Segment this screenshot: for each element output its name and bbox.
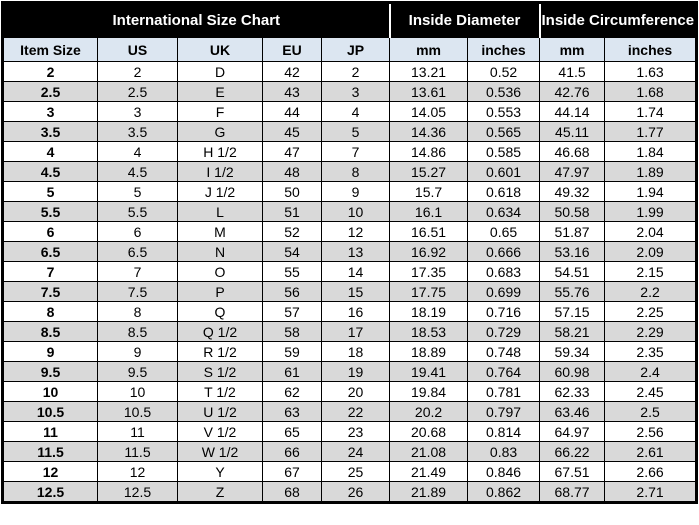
cell: 2.61 [605,442,697,462]
cell: 21.89 [390,482,468,503]
cell: 64.97 [540,422,605,442]
table-row [3,442,697,462]
cell: 14.36 [390,122,468,142]
cell: 66.22 [540,442,605,462]
cell: 0.536 [468,82,540,102]
cell: 2 [98,62,178,82]
cell: 1.84 [605,142,697,162]
table-row [3,482,697,503]
table-row [3,422,697,442]
item-size-cell: 10.5 [3,402,98,422]
cell: 5 [98,182,178,202]
cell: 0.52 [468,62,540,82]
cell: 0.683 [468,262,540,282]
cell: 0.814 [468,422,540,442]
table-row [3,202,697,222]
cell: 46.68 [540,142,605,162]
item-size-cell: 8.5 [3,322,98,342]
cell: 20 [322,382,390,402]
cell: 0.634 [468,202,540,222]
cell: 9 [322,182,390,202]
cell: 42.76 [540,82,605,102]
cell: 3 [322,82,390,102]
cell: 11.5 [98,442,178,462]
item-size-cell: 6.5 [3,242,98,262]
column-header-circumference-mm: mm [540,38,605,62]
cell: 0.65 [468,222,540,242]
cell: 17.35 [390,262,468,282]
cell: 45 [263,122,322,142]
cell: 2.15 [605,262,697,282]
cell: 21.49 [390,462,468,482]
column-header-diameter-mm: mm [390,38,468,62]
cell: 19.84 [390,382,468,402]
cell: 10.5 [98,402,178,422]
inside-diameter-header: Inside Diameter [390,3,540,38]
cell: O [178,262,263,282]
cell: S 1/2 [178,362,263,382]
cell: 14.05 [390,102,468,122]
cell: 1.63 [605,62,697,82]
cell: 10 [98,382,178,402]
cell: 2.09 [605,242,697,262]
cell: 59 [263,342,322,362]
cell: 43 [263,82,322,102]
item-size-cell: 12.5 [3,482,98,503]
cell: 17 [322,322,390,342]
cell: 24 [322,442,390,462]
column-header-jp: JP [322,38,390,62]
cell: 42 [263,62,322,82]
table-body [3,62,697,503]
cell: 16 [322,302,390,322]
cell: 0.764 [468,362,540,382]
cell: E [178,82,263,102]
cell: 51 [263,202,322,222]
cell: 9 [98,342,178,362]
cell: 14 [322,262,390,282]
table-row [3,82,697,102]
table-title: International Size Chart [3,3,390,38]
cell: W 1/2 [178,442,263,462]
table-row [3,262,697,282]
cell: 0.83 [468,442,540,462]
cell: 50.58 [540,202,605,222]
cell: U 1/2 [178,402,263,422]
cell: 2.5 [98,82,178,102]
cell: N [178,242,263,262]
cell: 16.92 [390,242,468,262]
cell: 47 [263,142,322,162]
cell: 0.553 [468,102,540,122]
cell: 5.5 [98,202,178,222]
cell: 8.5 [98,322,178,342]
item-size-cell: 2.5 [3,82,98,102]
cell: 0.797 [468,402,540,422]
item-size-cell: 9.5 [3,362,98,382]
table-row [3,302,697,322]
cell: P [178,282,263,302]
cell: 25 [322,462,390,482]
cell: 63.46 [540,402,605,422]
cell: 54 [263,242,322,262]
item-size-cell: 7.5 [3,282,98,302]
cell: G [178,122,263,142]
item-size-cell: 3 [3,102,98,122]
cell: 45.11 [540,122,605,142]
item-size-cell: 11.5 [3,442,98,462]
cell: 3 [98,102,178,122]
table-row [3,242,697,262]
cell: 20.68 [390,422,468,442]
cell: I 1/2 [178,162,263,182]
cell: 26 [322,482,390,503]
cell: 0.729 [468,322,540,342]
ring-size-table [1,1,698,504]
cell: 56 [263,282,322,302]
cell: 58.21 [540,322,605,342]
cell: 7 [98,262,178,282]
cell: Z [178,482,263,503]
item-size-cell: 5.5 [3,202,98,222]
item-size-cell: 7 [3,262,98,282]
cell: 0.618 [468,182,540,202]
item-size-cell: 10 [3,382,98,402]
item-size-cell: 6 [3,222,98,242]
cell: 19.41 [390,362,468,382]
cell: 63 [263,402,322,422]
cell: 2.56 [605,422,697,442]
cell: 3.5 [98,122,178,142]
cell: 19 [322,362,390,382]
column-header-us: US [98,38,178,62]
cell: 16.51 [390,222,468,242]
cell: R 1/2 [178,342,263,362]
cell: 7 [322,142,390,162]
item-size-cell: 12 [3,462,98,482]
cell: 2.04 [605,222,697,242]
item-size-cell: 5 [3,182,98,202]
cell: 60.98 [540,362,605,382]
item-size-cell: 9 [3,342,98,362]
table-row [3,142,697,162]
cell: 1.99 [605,202,697,222]
table-row [3,382,697,402]
column-header-item-size: Item Size [3,38,98,62]
cell: L [178,202,263,222]
table-row [3,222,697,242]
table-row [3,182,697,202]
table-row [3,102,697,122]
item-size-cell: 4.5 [3,162,98,182]
cell: 2.5 [605,402,697,422]
cell: 49.32 [540,182,605,202]
cell: 1.68 [605,82,697,102]
cell: 23 [322,422,390,442]
cell: 4 [98,142,178,162]
table-row [3,462,697,482]
cell: 61 [263,362,322,382]
cell: 15.7 [390,182,468,202]
cell: 0.601 [468,162,540,182]
table-row [3,162,697,182]
cell: 8 [322,162,390,182]
column-header-row [3,38,697,62]
cell: 0.862 [468,482,540,503]
cell: V 1/2 [178,422,263,442]
cell: 7.5 [98,282,178,302]
cell: 18 [322,342,390,362]
table-row [3,282,697,302]
cell: 18.53 [390,322,468,342]
cell: 62 [263,382,322,402]
column-header-circumference-inches: inches [605,38,697,62]
cell: 15 [322,282,390,302]
cell: 2.4 [605,362,697,382]
column-header-diameter-inches: inches [468,38,540,62]
cell: 66 [263,442,322,462]
cell: 50 [263,182,322,202]
cell: 2.66 [605,462,697,482]
cell: 0.716 [468,302,540,322]
table-row [3,402,697,422]
cell: 4.5 [98,162,178,182]
cell: 22 [322,402,390,422]
cell: 44.14 [540,102,605,122]
item-size-cell: 8 [3,302,98,322]
cell: 1.77 [605,122,697,142]
table-row [3,362,697,382]
cell: 57 [263,302,322,322]
table-row [3,62,697,82]
cell: 55.76 [540,282,605,302]
cell: 67 [263,462,322,482]
cell: 2.71 [605,482,697,503]
cell: 13 [322,242,390,262]
cell: 65 [263,422,322,442]
cell: D [178,62,263,82]
cell: 53.16 [540,242,605,262]
cell: 8 [98,302,178,322]
cell: 48 [263,162,322,182]
cell: 58 [263,322,322,342]
item-size-cell: 11 [3,422,98,442]
cell: 21.08 [390,442,468,462]
cell: 5 [322,122,390,142]
cell: 0.781 [468,382,540,402]
table-row [3,122,697,142]
cell: H 1/2 [178,142,263,162]
cell: 13.21 [390,62,468,82]
item-size-cell: 4 [3,142,98,162]
cell: J 1/2 [178,182,263,202]
inside-circumference-header: Inside Circumference [540,3,697,38]
cell: T 1/2 [178,382,263,402]
cell: 57.15 [540,302,605,322]
cell: 18.89 [390,342,468,362]
cell: F [178,102,263,122]
cell: 51.87 [540,222,605,242]
column-header-uk: UK [178,38,263,62]
cell: 0.846 [468,462,540,482]
cell: Q [178,302,263,322]
cell: 2.2 [605,282,697,302]
cell: 6.5 [98,242,178,262]
cell: 2.29 [605,322,697,342]
item-size-cell: 3.5 [3,122,98,142]
cell: 47.97 [540,162,605,182]
cell: 54.51 [540,262,605,282]
cell: 59.34 [540,342,605,362]
cell: 41.5 [540,62,605,82]
cell: 0.585 [468,142,540,162]
cell: 0.565 [468,122,540,142]
cell: 12 [322,222,390,242]
cell: 2.45 [605,382,697,402]
cell: 16.1 [390,202,468,222]
cell: 14.86 [390,142,468,162]
cell: 6 [98,222,178,242]
cell: 10 [322,202,390,222]
cell: 2.25 [605,302,697,322]
table-title-row [3,3,697,38]
cell: 55 [263,262,322,282]
cell: 44 [263,102,322,122]
table-row [3,342,697,362]
cell: 68.77 [540,482,605,503]
cell: 0.748 [468,342,540,362]
cell: 2 [322,62,390,82]
cell: 17.75 [390,282,468,302]
cell: 18.19 [390,302,468,322]
cell: 15.27 [390,162,468,182]
cell: 13.61 [390,82,468,102]
cell: M [178,222,263,242]
cell: 62.33 [540,382,605,402]
cell: 12.5 [98,482,178,503]
cell: 2.35 [605,342,697,362]
cell: Q 1/2 [178,322,263,342]
cell: 11 [98,422,178,442]
cell: 4 [322,102,390,122]
cell: 0.699 [468,282,540,302]
cell: Y [178,462,263,482]
cell: 1.94 [605,182,697,202]
cell: 1.74 [605,102,697,122]
cell: 12 [98,462,178,482]
cell: 68 [263,482,322,503]
cell: 67.51 [540,462,605,482]
cell: 52 [263,222,322,242]
column-header-eu: EU [263,38,322,62]
cell: 9.5 [98,362,178,382]
item-size-cell: 2 [3,62,98,82]
cell: 0.666 [468,242,540,262]
table-row [3,322,697,342]
cell: 20.2 [390,402,468,422]
cell: 1.89 [605,162,697,182]
